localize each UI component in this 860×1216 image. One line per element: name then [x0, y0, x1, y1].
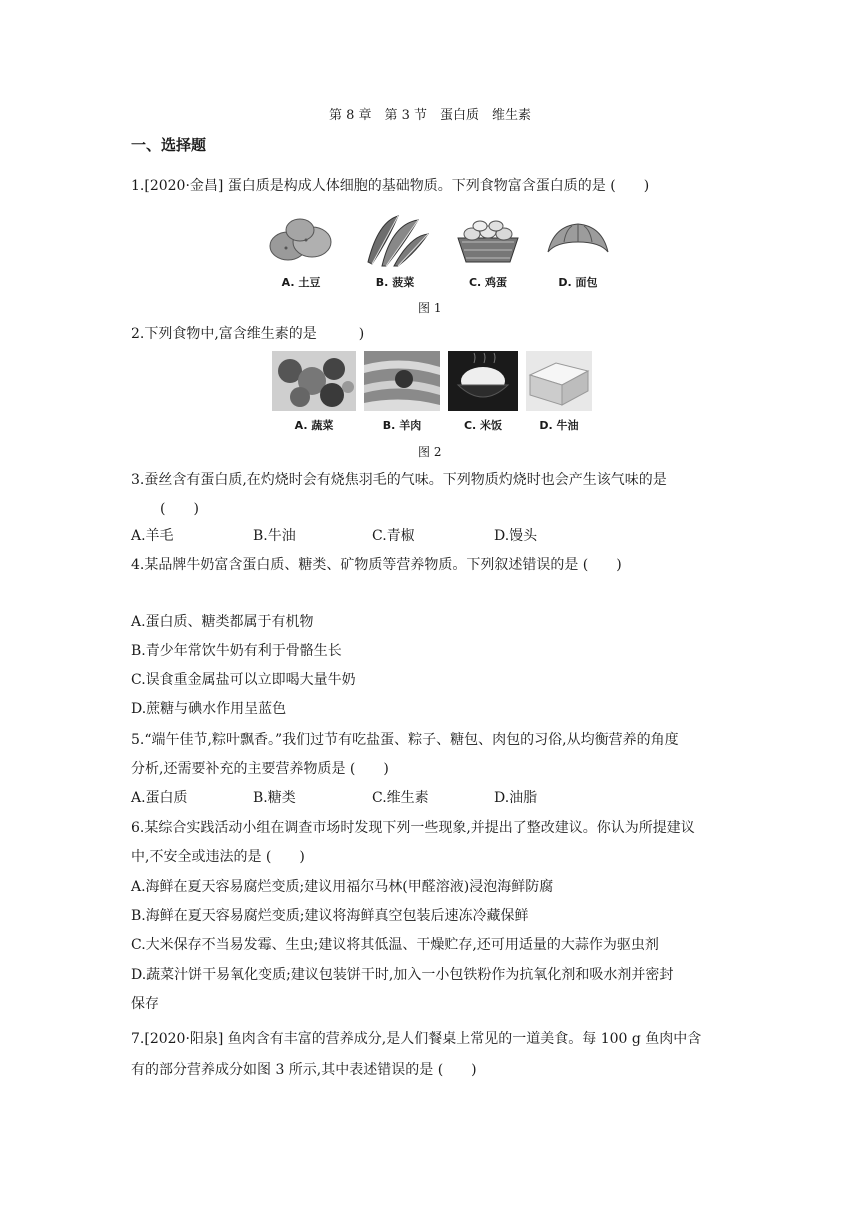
spinach-icon [358, 212, 432, 268]
figure-2-caption: 图 2 [418, 445, 442, 459]
figure-2-label-b: B. 羊肉 [382, 419, 422, 432]
question-6-option-d-cont: 保存 [131, 996, 159, 1012]
question-3-option-a: A.羊毛 [131, 528, 174, 544]
figure-2-label-a: A. 蔬菜 [294, 419, 334, 432]
figure-2-option-a [272, 351, 356, 433]
figure-1-label-a: A. 土豆 [281, 276, 321, 289]
question-6-option-a: A.海鲜在夏天容易腐烂变质;建议用福尔马林(甲醛溶液)浸泡海鲜防腐 [131, 879, 554, 895]
question-5-stem-cont: 分析,还需要补充的主要营养物质是 ( ) [131, 761, 389, 777]
section-title: 一、选择题 [131, 136, 207, 154]
question-2-stem: 2.下列食物中,富含维生素的是 ) [131, 326, 365, 342]
croissant-icon [544, 212, 612, 268]
question-5-option-b: B.糖类 [253, 790, 296, 806]
question-4-option-c: C.误食重金属盐可以立即喝大量牛奶 [131, 672, 356, 688]
question-6-stem: 6.某综合实践活动小组在调查市场时发现下列一些现象,并提出了整改建议。你认为所提建议 [131, 820, 695, 836]
eggs-basket-icon [454, 212, 522, 268]
question-3-option-d: D.馒头 [494, 528, 538, 544]
figure-1-label-d: D. 面包 [558, 276, 598, 289]
question-5-option-d: D.油脂 [494, 790, 538, 806]
mutton-photo [364, 351, 440, 411]
question-5-option-c: C.维生素 [372, 790, 429, 806]
figure-2 [272, 351, 592, 433]
butter-photo [526, 351, 592, 411]
figure-2-option-d [526, 351, 592, 433]
figure-1-label-b: B. 菠菜 [375, 276, 415, 289]
question-6-option-c: C.大米保存不当易发霉、生虫;建议将其低温、干燥贮存,还可用适量的大蒜作为驱虫剂 [131, 937, 659, 953]
question-4-option-a: A.蛋白质、糖类都属于有机物 [131, 614, 314, 630]
question-1-stem: 1.[2020·金昌] 蛋白质是构成人体细胞的基础物质。下列食物富含蛋白质的是 ( ) [131, 178, 650, 194]
question-5-option-a: A.蛋白质 [131, 790, 188, 806]
figure-1-option-b [356, 212, 434, 290]
figure-1 [264, 212, 614, 290]
figure-1-caption: 图 1 [418, 301, 442, 315]
question-6-stem-cont: 中,不安全或违法的是 ( ) [131, 849, 305, 865]
potato-icon [266, 212, 336, 268]
rice-bowl-photo [448, 351, 518, 411]
vegetables-photo [272, 351, 356, 411]
figure-1-label-c: C. 鸡蛋 [468, 276, 508, 289]
question-4-stem: 4.某品牌牛奶富含蛋白质、糖类、矿物质等营养物质。下列叙述错误的是 ( ) [131, 557, 622, 573]
chapter-header: 第 8 章 第 3 节 蛋白质 维生素 [328, 108, 532, 123]
question-6-option-b: B.海鲜在夏天容易腐烂变质;建议将海鲜真空包装后速冻冷藏保鲜 [131, 908, 529, 924]
figure-1-option-d [542, 212, 614, 290]
figure-2-option-b [364, 351, 440, 433]
figure-2-label-c: C. 米饭 [463, 419, 503, 432]
question-7-stem-cont: 有的部分营养成分如图 3 所示,其中表述错误的是 ( ) [131, 1062, 477, 1078]
question-5-stem: 5.“端午佳节,粽叶飘香。”我们过节有吃盐蛋、粽子、糖包、肉包的习俗,从均衡营养的角度 [131, 732, 679, 748]
question-3-stem: 3.蚕丝含有蛋白质,在灼烧时会有烧焦羽毛的气味。下列物质灼烧时也会产生该气味的是 [131, 472, 667, 488]
figure-2-option-c [448, 351, 518, 433]
figure-1-option-a [264, 212, 338, 290]
question-4-option-d: D.蔗糖与碘水作用呈蓝色 [131, 701, 287, 717]
question-3-option-c: C.青椒 [372, 528, 415, 544]
question-3-option-b: B.牛油 [253, 528, 296, 544]
question-7-stem: 7.[2020·阳泉] 鱼肉含有丰富的营养成分,是人们餐桌上常见的一道美食。每 100 g 鱼肉中含 [131, 1031, 702, 1047]
question-4-option-b: B.青少年常饮牛奶有利于骨骼生长 [131, 643, 342, 659]
figure-1-option-c [452, 212, 524, 290]
question-3-stem-bracket: ( ) [160, 501, 199, 517]
question-6-option-d: D.蔬菜汁饼干易氧化变质;建议包装饼干时,加入一小包铁粉作为抗氧化剂和吸水剂并密封 [131, 967, 674, 983]
figure-2-label-d: D. 牛油 [539, 419, 579, 432]
